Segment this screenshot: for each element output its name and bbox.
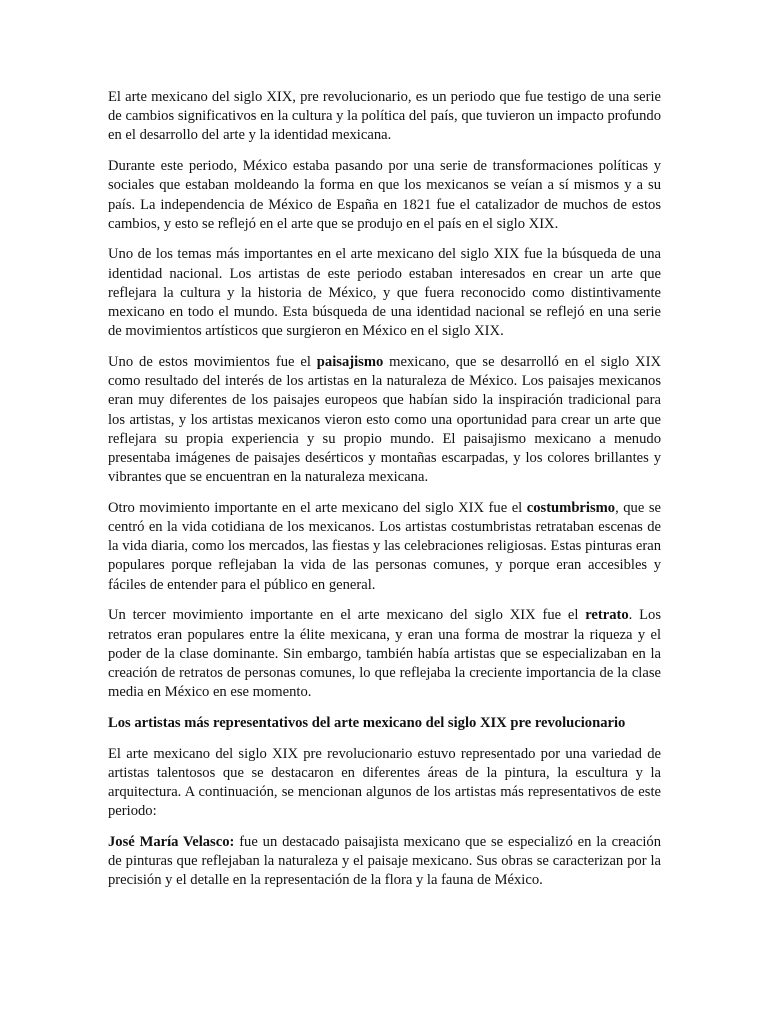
text-run: mexicano, que se desarrolló en el siglo XIX como resultado del interés de los artistas en la naturaleza de México. Los paisajes mexicanos eran muy diferentes de los paisajes europeos que habían sido la inspiración tradicional para los artistas, y los artistas mexicanos vieron esto como una oportunidad para crear un arte que reflejara su propia experiencia y su propio mundo. El paisajismo mexicano a menudo presentaba imágenes de paisajes desérticos y montañas escarpadas, y los colores brillantes y vibrantes que se encuentran en la naturaleza mexicana. [108, 353, 661, 486]
paragraph-retrato [108, 606, 661, 702]
paragraph-velasco [108, 833, 661, 891]
paragraph-intro: El arte mexicano del siglo XIX, pre revolucionario, es un periodo que fue testigo de una serie de cambios significativos en la cultura y la política del país, que tuvieron un impacto profundo en el desarrollo del arte y la identidad mexicana. [108, 89, 661, 144]
bold-artist-name: José María Velasco: [108, 833, 235, 850]
paragraph-transformations: Durante este periodo, México estaba pasando por una serie de transformaciones políticas y sociales que estaban moldeando la forma en que los mexicanos se veían a sí mismos y a su país. La independencia de México de España en 1821 fue el catalizador de muchos de estos cambios, y esto se reflejó en el arte que se produjo en el país en el siglo XIX. [108, 158, 661, 232]
paragraph-costumbrismo [108, 499, 661, 595]
paragraph-artists-intro: El arte mexicano del siglo XIX pre revolucionario estuvo representado por una variedad de artistas talentosos que se destacaron en diferentes áreas de la pintura, la escultura y la arquitectura. A continuación, se mencionan algunos de los artistas más representativos de este periodo: [108, 745, 661, 820]
text-run: . Los retratos eran populares entre la élite mexicana, y eran una forma de mostrar la riqueza y el poder de la clase dominante. Sin embargo, también había artistas que se especializaban en la creación de retratos de personas comunes, lo que reflejaba la creciente importancia de la clase media en México en ese momento. [108, 607, 661, 701]
text-run: , que se centró en la vida cotidiana de los mexicanos. Los artistas costumbristas retrataban escenas de la vida diaria, como los mercados, las fiestas y las celebraciones religiosas. Estas pinturas eran populares porque reflejaban la vida de las personas comunes, y porque eran accesibles y fáciles de entender para el público en general. [108, 499, 661, 593]
text-run: Otro movimiento importante en el arte mexicano del siglo XIX fue el [108, 499, 527, 516]
text-run: Uno de estos movimientos fue el [108, 353, 317, 370]
text-run: fue un destacado paisajista mexicano que se especializó en la creación de pinturas que reflejaban la naturaleza y el paisaje mexicano. Sus obras se caracterizan por la precisión y el detalle en la representación de la flora y la fauna de México. [108, 833, 661, 889]
paragraph-national-identity: Uno de los temas más importantes en el arte mexicano del siglo XIX fue la búsqueda de una identidad nacional. Los artistas de este periodo estaban interesados en crear un arte que reflejara la cultura y la historia de México, y que fuera reconocido como distintivamente mexicano en todo el mundo. Esta búsqueda de una identidad nacional se reflejó en una serie de movimientos artísticos que surgieron en México en el siglo XIX. [108, 246, 661, 340]
section-heading: Los artistas más representativos del arte mexicano del siglo XIX pre revolucionario [108, 714, 626, 731]
bold-term-retrato: retrato [585, 607, 629, 624]
bold-term-costumbrismo: costumbrismo [526, 499, 616, 516]
document-page [108, 88, 661, 902]
bold-term-paisajismo: paisajismo [316, 353, 384, 370]
text-run: Un tercer movimiento importante en el arte mexicano del siglo XIX fue el [108, 607, 586, 624]
paragraph-paisajismo [108, 353, 661, 487]
